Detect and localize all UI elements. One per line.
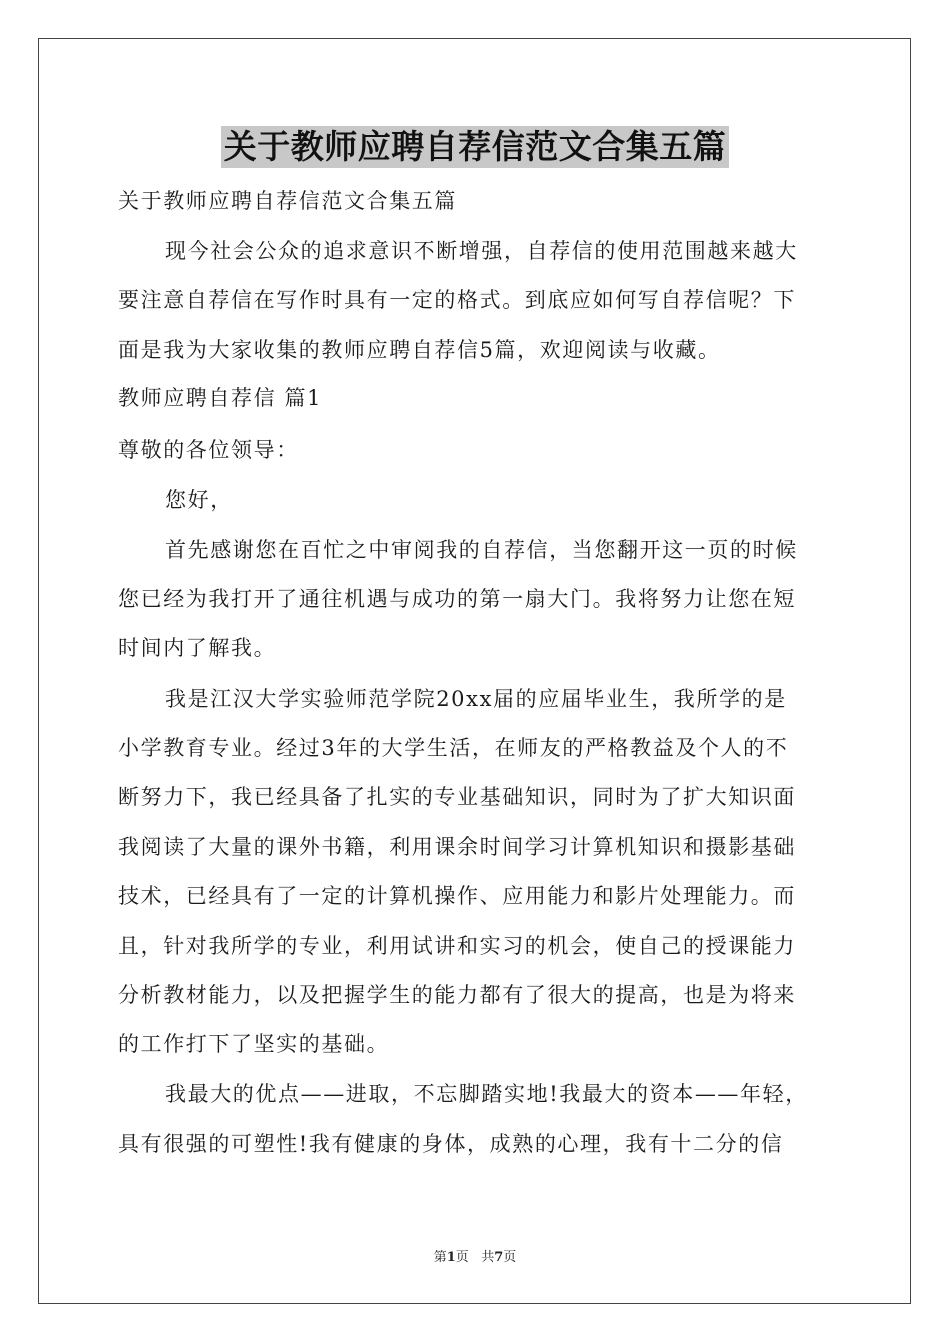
document-title: 关于教师应聘自荐信范文合集五篇 [221,126,730,168]
text-line: 我是江汉大学实验师范学院20xx届的应届毕业生，我所学的是 [165,687,787,711]
text-line: 要注意自荐信在写作时具有一定的格式。到底应如何写自荐信呢？下 [118,288,796,312]
text-line: 小学教育专业。经过3年的大学生活，在师友的严格教益及个人的不 [118,736,789,760]
text-line: 我最大的优点——进取，不忘脚踏实地!我最大的资本——年轻， [165,1082,808,1106]
text-line: 现今社会公众的追求意识不断增强，自荐信的使用范围越来越大 [165,239,798,263]
footer-suffix: 页 [503,1250,517,1265]
greeting: 您好， [165,488,233,512]
text-line: 您已经为我打开了通往机遇与成功的第一扇大门。我将努力让您在短 [118,587,796,611]
text-line: 时间内了解我。 [118,636,277,660]
subtitle-line: 关于教师应聘自荐信范文合集五篇 [118,189,457,213]
text-line: 断努力下，我已经具备了扎实的专业基础知识，同时为了扩大知识面 [118,785,796,809]
text-line: 的工作打下了坚实的基础。 [118,1032,390,1056]
page-number: 1 [446,1250,456,1265]
text-line: 我阅读了大量的课外书籍，利用课余时间学习计算机知识和摄影基础 [118,835,796,859]
page-total: 7 [494,1250,504,1265]
text-line: 面是我为大家收集的教师应聘自荐信5篇，欢迎阅读与收藏。 [118,338,721,362]
section-heading: 教师应聘自荐信 篇1 [118,386,323,410]
page-footer [0,1246,950,1265]
text-line: 分析教材能力，以及把握学生的能力都有了很大的提高，也是为将来 [118,983,796,1007]
title-container [0,126,950,168]
text-line: 首先感谢您在百忙之中审阅我的自荐信，当您翻开这一页的时候 [165,538,798,562]
footer-mid: 页 共 [455,1250,495,1265]
text-line: 且，针对我所学的专业，利用试讲和实习的机会，使自己的授课能力 [118,934,796,958]
text-line: 技术，已经具有了一定的计算机操作、应用能力和影片处理能力。而 [118,884,796,908]
footer-prefix: 第 [433,1250,447,1265]
text-line: 具有很强的可塑性!我有健康的身体，成熟的心理，我有十二分的信 [118,1132,784,1156]
salutation: 尊敬的各位领导： [118,438,299,462]
page-border [38,38,911,1304]
